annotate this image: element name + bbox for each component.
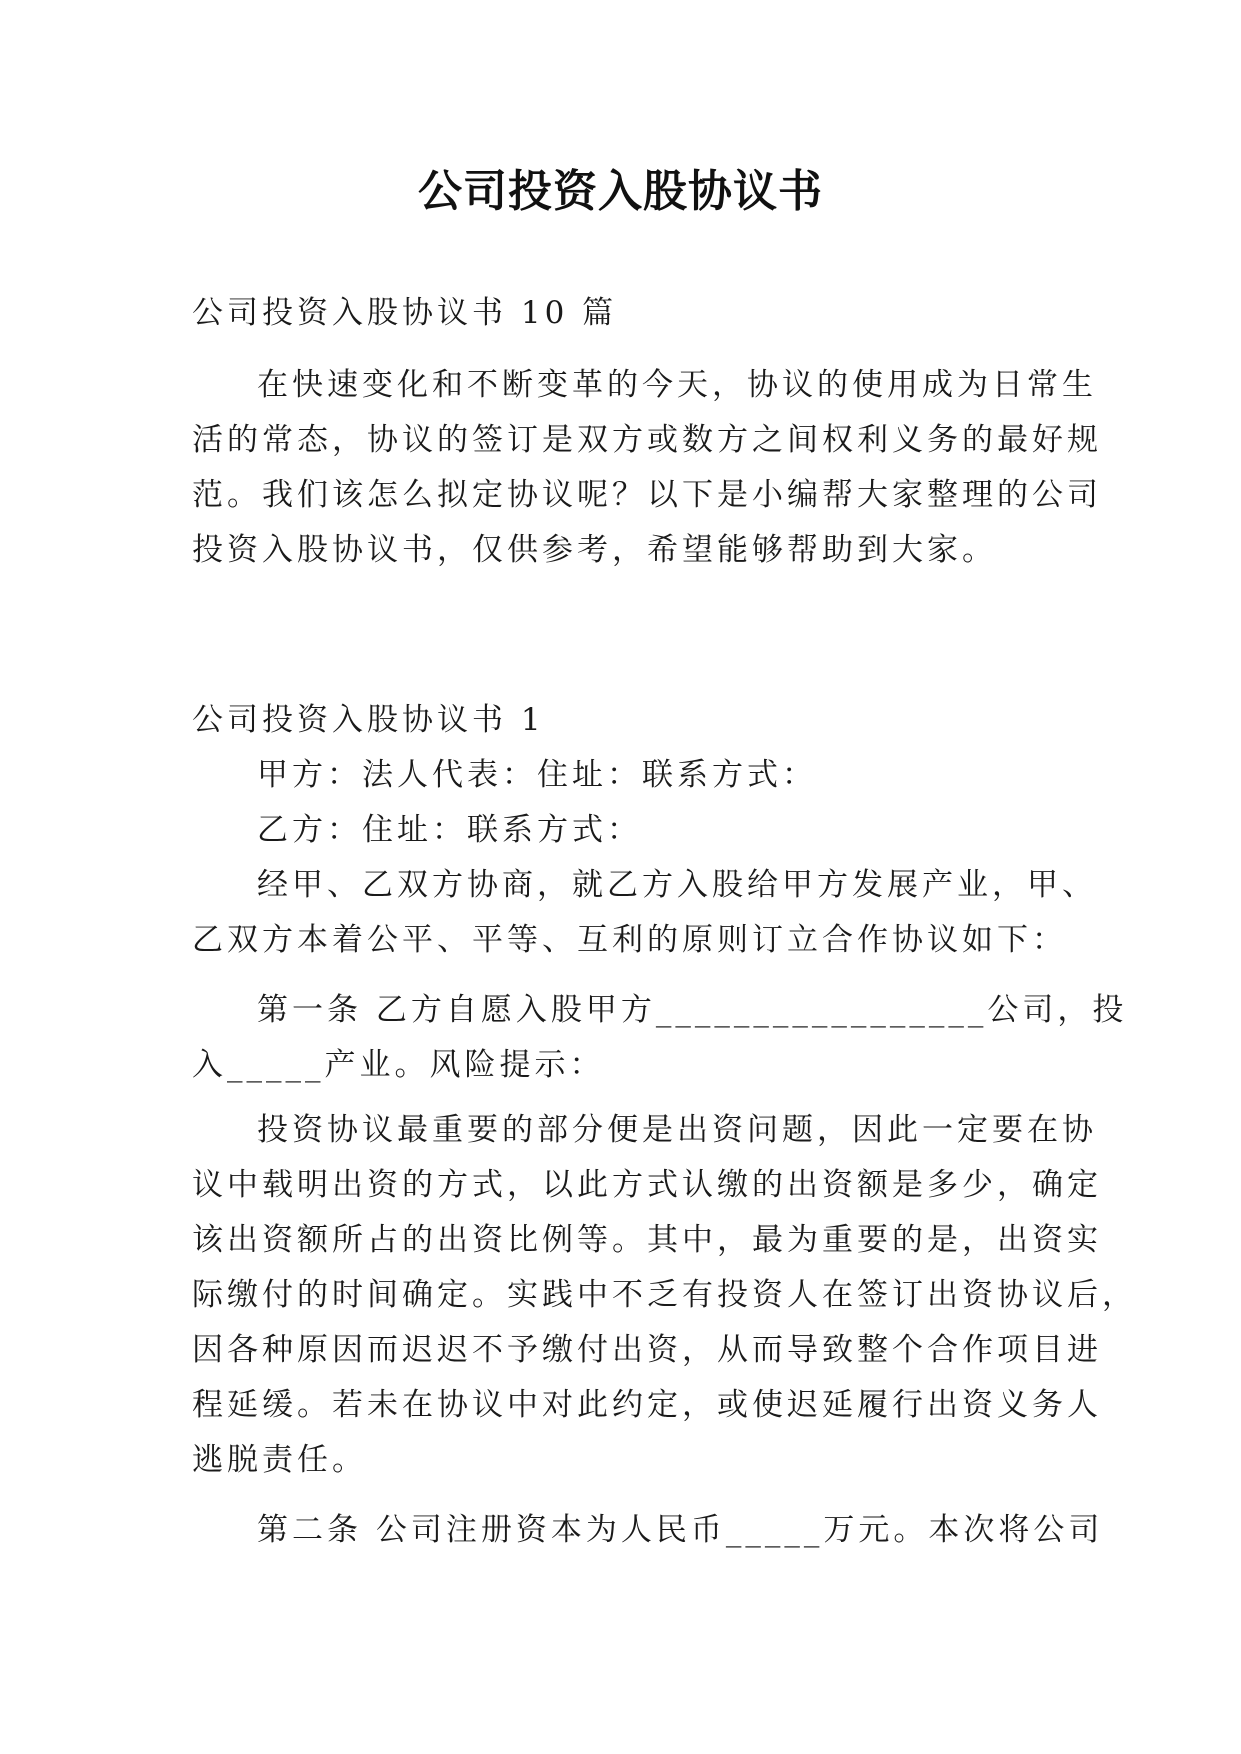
risk-line-1: 投资协议最重要的部分便是出资问题，因此一定要在协 xyxy=(257,1112,1097,1148)
agreement-line-1: 经甲、乙双方协商，就乙方入股给甲方发展产业，甲、 xyxy=(257,867,1097,903)
article-2-line-1: 第二条 公司注册资本为人民币_____万元。本次将公司 xyxy=(257,1512,1104,1548)
article-1-line-1: 第一条 乙方自愿入股甲方_________________公司，投 xyxy=(257,992,1128,1028)
section-heading: 公司投资入股协议书 1 xyxy=(192,702,545,738)
intro-line-1: 在快速变化和不断变革的今天，协议的使用成为日常生 xyxy=(257,367,1097,403)
intro-line-3: 范。我们该怎么拟定协议呢？以下是小编帮大家整理的公司 xyxy=(192,477,1102,513)
article-1-line-2: 入_____产业。风险提示： xyxy=(192,1047,605,1083)
party-a-line: 甲方：法人代表：住址：联系方式： xyxy=(257,757,817,793)
risk-line-3: 该出资额所占的出资比例等。其中，最为重要的是，出资实 xyxy=(192,1222,1102,1258)
agreement-line-2: 乙双方本着公平、平等、互利的原则订立合作协议如下： xyxy=(192,922,1067,958)
risk-line-7: 逃脱责任。 xyxy=(192,1442,367,1478)
subtitle-line: 公司投资入股协议书 10 篇 xyxy=(192,295,618,331)
risk-line-4: 际缴付的时间确定。实践中不乏有投资人在签订出资协议后， xyxy=(192,1277,1137,1313)
intro-line-2: 活的常态，协议的签订是双方或数方之间权利义务的最好规 xyxy=(192,422,1102,458)
intro-line-4: 投资入股协议书，仅供参考，希望能够帮助到大家。 xyxy=(192,532,997,568)
risk-line-2: 议中载明出资的方式，以此方式认缴的出资额是多少，确定 xyxy=(192,1167,1102,1203)
risk-line-6: 程延缓。若未在协议中对此约定，或使迟延履行出资义务人 xyxy=(192,1387,1102,1423)
risk-line-5: 因各种原因而迟迟不予缴付出资，从而导致整个合作项目进 xyxy=(192,1332,1102,1368)
party-b-line: 乙方：住址：联系方式： xyxy=(257,812,642,848)
document-title: 公司投资入股协议书 xyxy=(418,166,823,217)
